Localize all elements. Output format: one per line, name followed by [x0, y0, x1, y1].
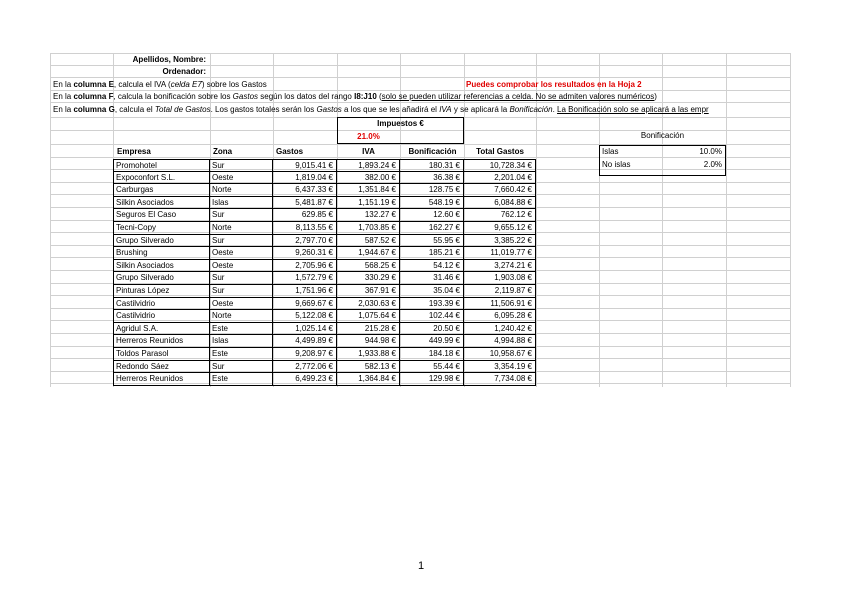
table-cell-empresa[interactable]: Seguros El Caso: [113, 209, 210, 222]
table-cell-bonif[interactable]: 128.75 €: [400, 184, 464, 197]
table-cell-zona[interactable]: Islas: [210, 197, 273, 210]
check-results-note: Puedes comprobar los resultados en la Hoja 2: [466, 80, 642, 89]
table-cell-iva[interactable]: 132.27 €: [337, 209, 400, 222]
table-cell-total[interactable]: 3,354.19 €: [464, 361, 536, 374]
table-cell-gastos[interactable]: 1,572.79 €: [273, 272, 337, 285]
table-cell-iva[interactable]: 568.25 €: [337, 260, 400, 273]
instr1-e: ) sobre los Gastos: [201, 80, 267, 89]
header-empresa: Empresa: [117, 147, 151, 156]
table-cell-gastos[interactable]: 2,705.96 €: [273, 260, 337, 273]
instr1-a: En la: [53, 80, 74, 89]
table-cell-total[interactable]: 10,728.34 €: [464, 159, 536, 172]
table-cell-bonif[interactable]: 129.98 €: [400, 373, 464, 386]
table-cell-empresa[interactable]: Silkin Asociados: [113, 197, 210, 210]
table-cell-bonif[interactable]: 180.31 €: [400, 159, 464, 172]
table-cell-empresa[interactable]: Silkin Asociados: [113, 260, 210, 273]
table-cell-gastos[interactable]: 1,751.96 €: [273, 285, 337, 298]
table-cell-bonif[interactable]: 12.60 €: [400, 209, 464, 222]
table-cell-bonif[interactable]: 449.99 €: [400, 335, 464, 348]
table-cell-gastos[interactable]: 1,819.04 €: [273, 172, 337, 185]
table-cell-total[interactable]: 7,660.42 €: [464, 184, 536, 197]
bonif-noislas-value[interactable]: 2.0%: [703, 160, 722, 169]
table-cell-total[interactable]: 11,019.77 €: [464, 247, 536, 260]
instr3-e: . Los gastos totales serán los: [210, 105, 317, 114]
table-cell-empresa[interactable]: Toldos Parasol: [113, 348, 210, 361]
table-cell-iva[interactable]: 1,944.67 €: [337, 247, 400, 260]
table-cell-iva[interactable]: 944.98 €: [337, 335, 400, 348]
bonif-islas-label: Islas: [602, 147, 619, 156]
table-cell-total[interactable]: 4,994.88 €: [464, 335, 536, 348]
table-cell-empresa[interactable]: Pinturas López: [113, 285, 210, 298]
table-cell-bonif[interactable]: 36.38 €: [400, 172, 464, 185]
table-cell-gastos[interactable]: 1,025.14 €: [273, 323, 337, 336]
instr3-c: , calcula el: [114, 105, 155, 114]
table-cell-zona[interactable]: Sur: [210, 209, 273, 222]
table-cell-iva[interactable]: 582.13 €: [337, 361, 400, 374]
instr2-h: solo se pueden utilizar referencias a celda. No se admiten valores numéricos: [381, 92, 655, 101]
table-cell-bonif[interactable]: 184.18 €: [400, 348, 464, 361]
table-cell-gastos[interactable]: 2,772.06 €: [273, 361, 337, 374]
table-cell-gastos[interactable]: 6,499.23 €: [273, 373, 337, 386]
instr3-d: Total de Gastos: [154, 105, 211, 114]
table-cell-iva[interactable]: 587.52 €: [337, 235, 400, 248]
table-cell-bonif[interactable]: 193.39 €: [400, 298, 464, 311]
table-cell-total[interactable]: 2,201.04 €: [464, 172, 536, 185]
instr1-d: celda E7: [170, 80, 202, 89]
table-cell-zona[interactable]: Sur: [210, 361, 273, 374]
table-cell-bonif[interactable]: 102.44 €: [400, 310, 464, 323]
table-cell-gastos[interactable]: 6,437.33 €: [273, 184, 337, 197]
table-cell-bonif[interactable]: 55.44 €: [400, 361, 464, 374]
apellidos-label: Apellidos, Nombre:: [132, 55, 206, 64]
table-cell-empresa[interactable]: Herreros Reunidos: [113, 373, 210, 386]
bonificacion-title: Bonificación: [640, 131, 685, 140]
table-cell-empresa[interactable]: Redondo Sáez: [113, 361, 210, 374]
table-cell-zona[interactable]: Oeste: [210, 260, 273, 273]
instruction-line-1: [53, 79, 267, 91]
table-cell-total[interactable]: 7,734.08 €: [464, 373, 536, 386]
instr2-f: I8:J10: [354, 92, 377, 101]
table-cell-zona[interactable]: Este: [210, 373, 273, 386]
table-cell-empresa[interactable]: Promohotel: [113, 159, 210, 172]
header-zona: Zona: [213, 147, 233, 156]
table-cell-bonif[interactable]: 31.46 €: [400, 272, 464, 285]
instr3-l: La Bonificación solo se aplicará a las empr: [557, 105, 709, 114]
table-cell-bonif[interactable]: 55.95 €: [400, 235, 464, 248]
table-cell-empresa[interactable]: Carburgas: [113, 184, 210, 197]
impuestos-label: Impuestos €: [377, 119, 424, 128]
instr3-j: Bonificación: [509, 105, 553, 114]
instr3-f: Gastos: [316, 105, 342, 114]
table-cell-total[interactable]: 9,655.12 €: [464, 222, 536, 235]
table-cell-iva[interactable]: 382.00 €: [337, 172, 400, 185]
table-cell-gastos[interactable]: 5,122.08 €: [273, 310, 337, 323]
table-cell-total[interactable]: 1,240.42 €: [464, 323, 536, 336]
table-cell-total[interactable]: 3,274.21 €: [464, 260, 536, 273]
instruction-line-2: [53, 91, 657, 103]
table-cell-zona[interactable]: Sur: [210, 159, 273, 172]
instr3-a: En la: [53, 105, 74, 114]
table-cell-iva[interactable]: 1,893.24 €: [337, 159, 400, 172]
table-cell-empresa[interactable]: Tecni-Copy: [113, 222, 210, 235]
table-cell-iva[interactable]: 1,933.88 €: [337, 348, 400, 361]
table-cell-iva[interactable]: 1,351.84 €: [337, 184, 400, 197]
table-cell-bonif[interactable]: 54.12 €: [400, 260, 464, 273]
instr2-b: columna F: [73, 92, 114, 101]
table-cell-gastos[interactable]: 629.85 €: [273, 209, 337, 222]
table-cell-zona[interactable]: Islas: [210, 335, 273, 348]
table-cell-empresa[interactable]: Castilvidrio: [113, 310, 210, 323]
header-gastos: Gastos: [276, 147, 304, 156]
table-cell-empresa[interactable]: Brushing: [113, 247, 210, 260]
instr2-d: Gastos: [232, 92, 259, 101]
table-cell-iva[interactable]: 330.29 €: [337, 272, 400, 285]
instr2-e: según los datos del rango: [258, 92, 355, 101]
instr2-i: ): [654, 92, 657, 101]
header-iva: IVA: [362, 147, 375, 156]
table-cell-empresa[interactable]: Castilvidrio: [113, 298, 210, 311]
ordenador-label: Ordenador:: [162, 67, 206, 76]
table-cell-iva[interactable]: 2,030.63 €: [337, 298, 400, 311]
table-cell-empresa[interactable]: Herreros Reunidos: [113, 335, 210, 348]
table-cell-zona[interactable]: Este: [210, 348, 273, 361]
table-cell-total[interactable]: 6,095.28 €: [464, 310, 536, 323]
table-cell-total[interactable]: 10,958.67 €: [464, 348, 536, 361]
table-cell-gastos[interactable]: 9,669.67 €: [273, 298, 337, 311]
table-cell-gastos[interactable]: 9,208.97 €: [273, 348, 337, 361]
table-cell-iva[interactable]: 1,703.85 €: [337, 222, 400, 235]
table-cell-zona[interactable]: Norte: [210, 222, 273, 235]
table-cell-zona[interactable]: Norte: [210, 184, 273, 197]
instr2-c: , calcula la bonificación sobre los: [113, 92, 233, 101]
table-cell-gastos[interactable]: 9,015.41 €: [273, 159, 337, 172]
table-cell-gastos[interactable]: 8,113.55 €: [273, 222, 337, 235]
table-cell-iva[interactable]: 215.28 €: [337, 323, 400, 336]
table-cell-empresa[interactable]: Expoconfort S.L.: [113, 172, 210, 185]
table-cell-total[interactable]: 11,506.91 €: [464, 298, 536, 311]
bonif-islas-value[interactable]: 10.0%: [699, 147, 722, 156]
table-cell-zona[interactable]: Sur: [210, 272, 273, 285]
table-cell-gastos[interactable]: 9,260.31 €: [273, 247, 337, 260]
table-cell-total[interactable]: 3,385.22 €: [464, 235, 536, 248]
table-cell-gastos[interactable]: 5,481.87 €: [273, 197, 337, 210]
table-cell-total[interactable]: 6,084.88 €: [464, 197, 536, 210]
table-cell-bonif[interactable]: 162.27 €: [400, 222, 464, 235]
table-cell-empresa[interactable]: Grupo Silverado: [113, 235, 210, 248]
instr3-k: .: [552, 105, 558, 114]
table-cell-total[interactable]: 2,119.87 €: [464, 285, 536, 298]
table-cell-bonif[interactable]: 20.50 €: [400, 323, 464, 336]
table-cell-empresa[interactable]: Agridul S.A.: [113, 323, 210, 336]
header-bonificacion: Bonificación: [408, 147, 457, 156]
table-cell-iva[interactable]: 1,151.19 €: [337, 197, 400, 210]
table-cell-iva[interactable]: 367.91 €: [337, 285, 400, 298]
table-cell-zona[interactable]: Norte: [210, 310, 273, 323]
table-cell-zona[interactable]: Sur: [210, 235, 273, 248]
table-cell-empresa[interactable]: Grupo Silverado: [113, 272, 210, 285]
table-cell-total[interactable]: 1,903.08 €: [464, 272, 536, 285]
instr3-i: y se aplicará la: [451, 105, 510, 114]
instr2-a: En la: [53, 92, 74, 101]
table-cell-zona[interactable]: Este: [210, 323, 273, 336]
table-cell-bonif[interactable]: 35.04 €: [400, 285, 464, 298]
bonif-noislas-label: No islas: [602, 160, 631, 169]
instr2-g: (: [376, 92, 382, 101]
table-cell-iva[interactable]: 1,075.64 €: [337, 310, 400, 323]
iva-rate-cell[interactable]: 21.0%: [357, 132, 380, 141]
instr3-h: IVA: [439, 105, 452, 114]
table-cell-iva[interactable]: 1,364.84 €: [337, 373, 400, 386]
page-number: 1: [418, 560, 425, 572]
table-cell-zona[interactable]: Oeste: [210, 247, 273, 260]
table-cell-zona[interactable]: Sur: [210, 285, 273, 298]
table-cell-zona[interactable]: Oeste: [210, 172, 273, 185]
table-cell-bonif[interactable]: 185.21 €: [400, 247, 464, 260]
instr1-c: , calcula el IVA (: [113, 80, 171, 89]
table-cell-bonif[interactable]: 548.19 €: [400, 197, 464, 210]
instr3-b: columna G: [73, 105, 115, 114]
table-cell-gastos[interactable]: 4,499.89 €: [273, 335, 337, 348]
header-total-gastos: Total Gastos: [476, 147, 524, 156]
table-cell-total[interactable]: 762.12 €: [464, 209, 536, 222]
instruction-line-3: [53, 104, 791, 116]
instr3-g: a los que se les añadirá el: [341, 105, 440, 114]
instr1-b: columna E: [73, 80, 114, 89]
table-cell-zona[interactable]: Oeste: [210, 298, 273, 311]
table-cell-gastos[interactable]: 2,797.70 €: [273, 235, 337, 248]
